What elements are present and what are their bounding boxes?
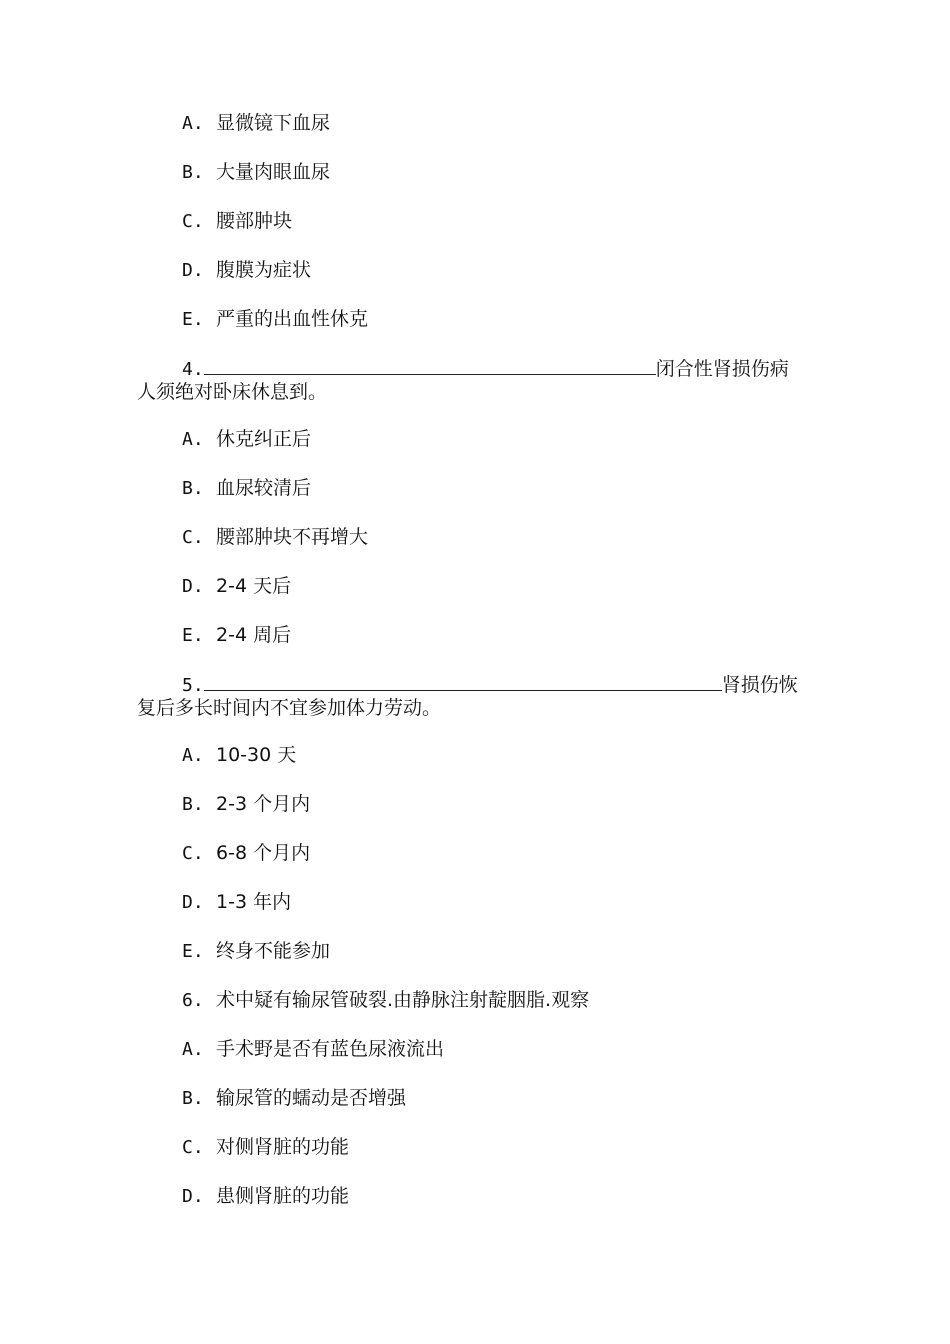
question-text: 术中疑有输尿管破裂.由静脉注射靛胭脂.观察 (216, 989, 590, 1011)
option-text: 2-4 天后 (216, 575, 292, 597)
question-6-stem (182, 988, 589, 1013)
option-letter: D. (182, 1186, 204, 1207)
option-a (182, 1037, 444, 1062)
option-c (182, 1135, 349, 1160)
option-text: 对侧肾脏的功能 (216, 1136, 350, 1158)
option-text: 腰部肿块 (216, 210, 293, 232)
question-4-continuation: 人须绝对卧床休息到。 (137, 381, 328, 403)
option-letter: C. (182, 527, 204, 548)
option-text: 终身不能参加 (216, 940, 331, 962)
option-letter: A. (182, 429, 204, 450)
option-d (182, 258, 311, 283)
option-letter: B. (182, 794, 204, 815)
option-a (182, 111, 330, 136)
option-b (182, 792, 310, 817)
answer-blank (204, 672, 722, 691)
option-letter: E. (182, 625, 204, 646)
option-letter: B. (182, 162, 204, 183)
option-text: 显微镜下血尿 (216, 112, 331, 134)
option-letter: B. (182, 1088, 204, 1109)
option-letter: D. (182, 892, 204, 913)
question-text: 肾损伤恢 (721, 674, 798, 696)
option-text: 大量肉眼血尿 (216, 161, 331, 183)
option-letter: D. (182, 576, 204, 597)
question-5-stem (182, 672, 798, 698)
option-letter: C. (182, 211, 204, 232)
option-text: 腰部肿块不再增大 (216, 526, 369, 548)
option-text: 患侧肾脏的功能 (216, 1185, 350, 1207)
question-number: 6. (182, 990, 204, 1011)
option-c (182, 841, 310, 866)
option-letter: A. (182, 113, 204, 134)
option-letter: A. (182, 1039, 204, 1060)
option-text: 输尿管的蠕动是否增强 (216, 1087, 407, 1109)
option-letter: E. (182, 941, 204, 962)
option-text: 2-3 个月内 (216, 793, 311, 815)
option-text: 休克纠正后 (216, 428, 312, 450)
option-b (182, 160, 330, 185)
option-letter: A. (182, 745, 204, 766)
option-e (182, 307, 368, 332)
option-e (182, 623, 291, 648)
question-5-continuation: 复后多长时间内不宜参加体力劳动。 (137, 697, 442, 719)
option-text: 2-4 周后 (216, 624, 292, 646)
question-4-stem (182, 356, 789, 382)
option-d (182, 574, 291, 599)
option-letter: C. (182, 1137, 204, 1158)
option-d (182, 890, 291, 915)
option-text: 血尿较清后 (216, 477, 312, 499)
option-letter: D. (182, 260, 204, 281)
option-text: 6-8 个月内 (216, 842, 311, 864)
answer-blank (204, 356, 656, 375)
option-text: 严重的出血性休克 (216, 308, 369, 330)
option-e (182, 939, 330, 964)
option-c (182, 209, 292, 234)
option-b (182, 476, 311, 501)
option-d (182, 1184, 349, 1209)
option-text: 10-30 天 (216, 744, 297, 766)
question-number: 5. (182, 675, 204, 696)
option-a (182, 427, 311, 452)
option-b (182, 1086, 406, 1111)
option-c (182, 525, 368, 550)
question-number: 4. (182, 359, 204, 380)
option-letter: C. (182, 843, 204, 864)
option-text: 1-3 年内 (216, 891, 292, 913)
question-text: 闭合性肾损伤病 (655, 358, 789, 380)
option-letter: B. (182, 478, 204, 499)
option-text: 腹膜为症状 (216, 259, 312, 281)
option-letter: E. (182, 309, 204, 330)
option-text: 手术野是否有蓝色尿液流出 (216, 1038, 445, 1060)
option-a (182, 743, 296, 768)
